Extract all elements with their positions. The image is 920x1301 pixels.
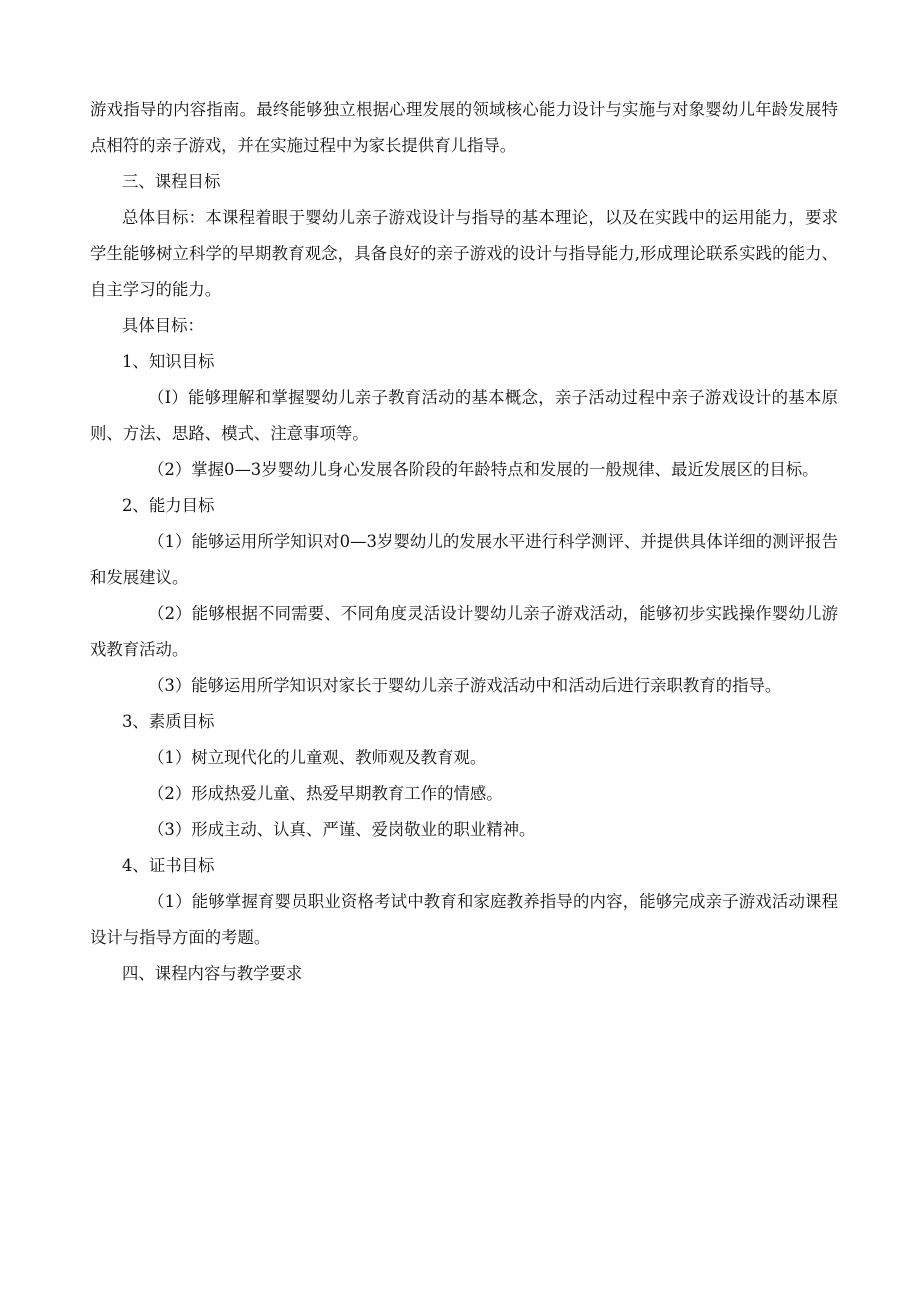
list-item-knowledge-2: （2）掌握0—3岁婴幼儿身心发展各阶段的年龄特点和发展的一般规律、最近发展区的目标。	[148, 460, 819, 479]
list-item-quality-2: （2）形成热爱儿童、热爱早期教育工作的情感。	[148, 784, 503, 803]
document-body	[90, 92, 838, 992]
list-item-quality-3: （3）形成主动、认真、严谨、爱岗敬业的职业精神。	[148, 820, 536, 839]
list-item-quality-1: （1）树立现代化的儿童观、教师观及教育观。	[148, 748, 487, 767]
list-item-ability-2: （2）能够根据不同需要、不同角度灵活设计婴幼儿亲子游戏活动，能够初步实践操作婴幼儿游戏教育活动。	[90, 604, 838, 659]
paragraph-specific-objectives: 具体目标：	[122, 316, 204, 335]
paragraph-intro-continuation: 游戏指导的内容指南。最终能够独立根据心理发展的领域核心能力设计与实施与对象婴幼儿年龄发展特点相符的亲子游戏，并在实施过程中为家长提供育儿指导。	[90, 100, 838, 155]
paragraph-overall-objective: 总体目标：本课程着眼于婴幼儿亲子游戏设计与指导的基本理论，以及在实践中的运用能力，要求学生能够树立科学的早期教育观念，具备良好的亲子游戏的设计与指导能力,形成理论联系实践的能力、自主学习的能力。	[90, 208, 838, 299]
subheading-knowledge-objectives: 1、知识目标	[122, 352, 215, 371]
section-heading-course-objectives: 三、课程目标	[122, 172, 221, 191]
list-item-ability-3: （3）能够运用所学知识对家长于婴幼儿亲子游戏活动中和活动后进行亲职教育的指导。	[148, 676, 782, 695]
list-item-knowledge-1: （I）能够理解和掌握婴幼儿亲子教育活动的基本概念，亲子活动过程中亲子游戏设计的基本原则、方法、思路、模式、注意事项等。	[90, 388, 838, 443]
list-item-ability-1: （1）能够运用所学知识对0—3岁婴幼儿的发展水平进行科学测评、并提供具体详细的测评报告和发展建议。	[90, 532, 838, 587]
section-heading-course-content: 四、课程内容与教学要求	[122, 964, 303, 983]
subheading-ability-objectives: 2、能力目标	[122, 496, 215, 515]
subheading-certificate-objectives: 4、证书目标	[122, 856, 215, 875]
list-item-certificate-1: （1）能够掌握育婴员职业资格考试中教育和家庭教养指导的内容，能够完成亲子游戏活动课程设计与指导方面的考题。	[90, 892, 838, 947]
subheading-quality-objectives: 3、素质目标	[122, 712, 215, 731]
